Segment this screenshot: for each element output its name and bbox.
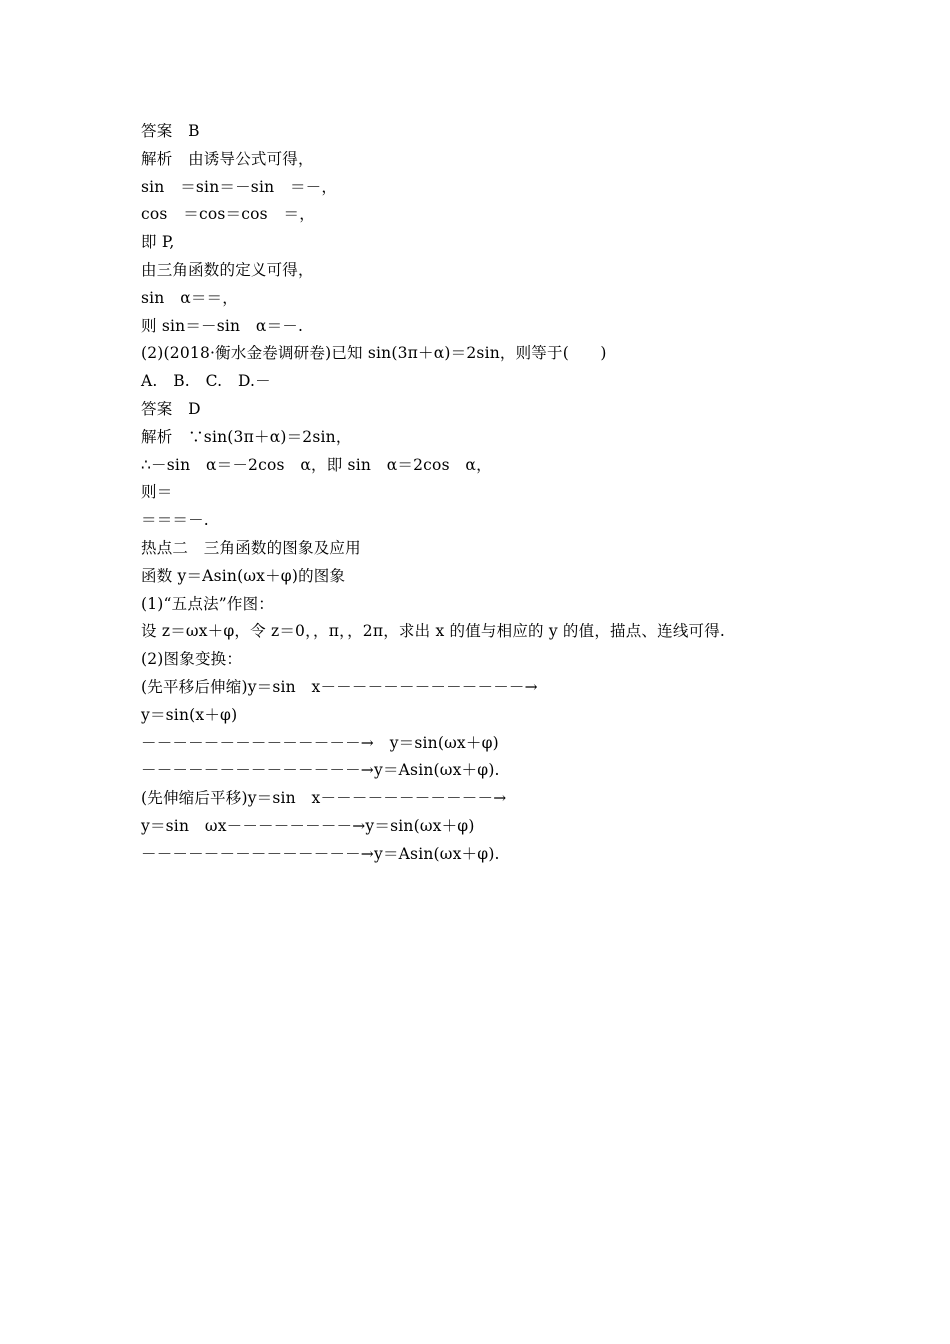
analysis-heading-2: 解析 ∵sin(3π＋α)＝2sin，: [141, 427, 352, 446]
math-line-therefore: ∴－sin α＝－2cos α，即 sin α＝2cos α，: [141, 455, 492, 474]
translate-first-line-1: (先平移后伸缩)y＝sin x－－－－－－－－－－－－－→: [141, 677, 538, 696]
question-2-line: (2)(2018·衡水金卷调研卷)已知 sin(3π＋α)＝2sin，则等于( ): [141, 344, 607, 363]
equals-chain-line: ＝＝＝－.: [141, 511, 209, 530]
scale-first-line-1: (先伸缩后平移)y＝sin x－－－－－－－－－－－→: [141, 789, 507, 808]
answer-line-1: 答案 B: [141, 122, 200, 140]
analysis-heading-1: 解析 由诱导公式可得，: [141, 149, 314, 168]
translate-first-line-3: －－－－－－－－－－－－－－→ y＝sin(ωx＋φ): [141, 733, 499, 752]
math-line-sin: sin ＝sin＝－sin ＝－，: [141, 177, 338, 196]
five-point-method-line: (1)“五点法”作图：: [141, 594, 275, 613]
then-line: 则＝: [141, 483, 173, 502]
document-body: [141, 118, 821, 869]
translate-first-line-4: －－－－－－－－－－－－－－→y＝Asin(ωx＋φ).: [141, 761, 500, 780]
five-point-description-line: 设 z＝ωx＋φ，令 z＝0，，π，，2π，求出 x 的值与相应的 y 的值，描点、连线可得.: [141, 622, 726, 641]
scale-first-line-2: y＝sin ωx－－－－－－－－→y＝sin(ωx＋φ): [141, 816, 475, 835]
function-graph-line: 函数 y＝Asin(ωx＋φ)的图象: [141, 566, 346, 585]
transform-heading-line: (2)图象变换：: [141, 650, 243, 669]
sin-alpha-line: sin α＝＝，: [141, 288, 238, 307]
definition-line: 由三角函数的定义可得，: [141, 260, 314, 279]
point-p-line: 即 P,: [141, 233, 175, 252]
math-line-cos: cos ＝cos＝cos ＝，: [141, 205, 315, 224]
translate-first-line-2: y＝sin(x＋φ): [141, 705, 238, 724]
result-line-1: 则 sin＝－sin α＝－.: [141, 316, 304, 335]
scale-first-line-3: －－－－－－－－－－－－－－→y＝Asin(ωx＋φ).: [141, 844, 500, 863]
section-heading: 热点二 三角函数的图象及应用: [141, 538, 361, 557]
choices-line: A. B. C. D.－: [141, 372, 271, 391]
answer-line-2: 答案 D: [141, 399, 201, 418]
